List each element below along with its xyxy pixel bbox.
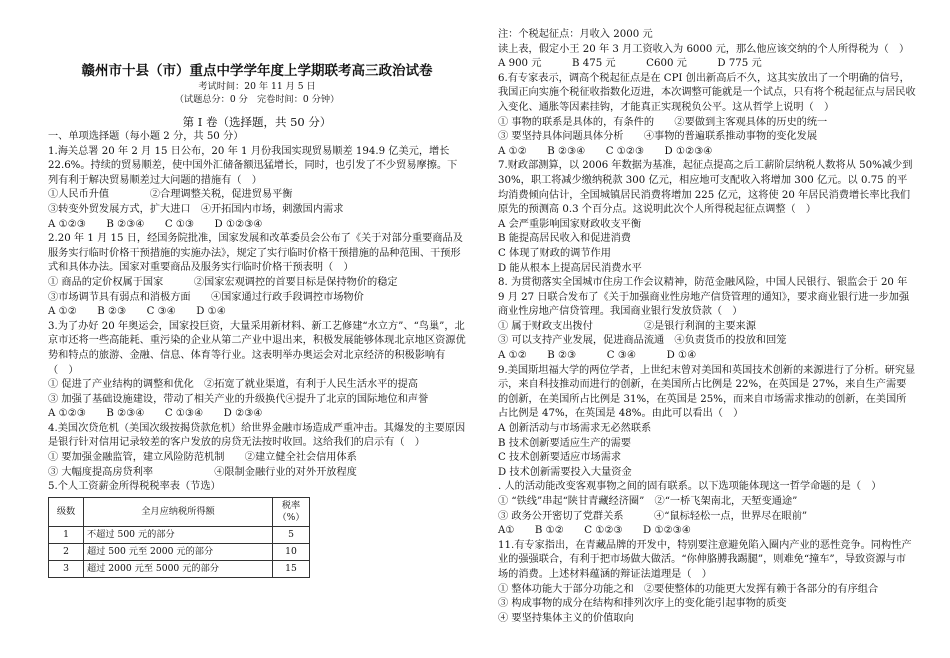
q9-stem: 9.美国斯坦福大学的两位学者，上世纪末曾对美国和英国技术创新的来源进行了分析。研究显示，来自科技推动而进行的创新，在美国所占比例是 22%，在英国是 27%，来自生产需要的创新，在美国所占比例是 31%，在英国是 25%，而来自市场需求推动的创新，在美国所占比例是 47%，在英国是 48%。由此可以看出（ ） bbox=[498, 364, 916, 420]
cell-rate: 15 bbox=[273, 560, 310, 577]
q5-note: 注：个税起征点：月收入 2000 元 bbox=[498, 29, 653, 40]
q11-option: ③ 构成事物的成分在结构和排列次序上的变化能引起事物的质变 bbox=[498, 598, 787, 610]
q11-option: ① 整体功能大于部分功能之和 ②要使整体的功能更大发挥有赖于各部分的有序组合 bbox=[498, 583, 879, 595]
exam-title: 赣州市十县（市）重点中学学年度上学期联考高三政治试卷 bbox=[81, 63, 433, 79]
q7-option-c: C 体现了财政的调节作用 bbox=[498, 247, 611, 259]
q1-option: ③转变外贸发展方式，扩大进口 ④开拓国内市场，刺激国内需求 bbox=[48, 203, 344, 215]
table-row bbox=[49, 543, 310, 560]
q8-option: ① 属于财政支出拨付 ②是银行利润的主要来源 bbox=[498, 320, 756, 332]
section-instruction: 一、单项选择题（每小题 2 分，共 50 分） bbox=[48, 131, 244, 142]
q10-option: ① “铁线”串起“陕甘青藏经济圈” ②“一桥飞架南北，天堑变通途” bbox=[498, 496, 798, 507]
q2-answers: A ①② B ②③ C ③④ D ①④ bbox=[48, 306, 226, 318]
q3-option: ① 促进了产业结构的调整和优化 ②拓宽了就业渠道，有利于人民生活水平的提高 bbox=[48, 379, 418, 391]
q7-option-d: D 能从根本上提高居民消费水平 bbox=[498, 262, 642, 274]
q6-option: ① 事物的联系是具体的，有条件的 ②要做到主客观具体的历史的统一 bbox=[498, 116, 828, 128]
table-row bbox=[49, 560, 310, 577]
q7-option-a: A 会严重影响国家财政收支平衡 bbox=[498, 218, 642, 230]
q11-stem: 11.有专家指出，在青藏品牌的开发中，特别要注意避免陷入圈内产业的恶性竞争。同构性产业的强强联合，有利于把市场做大做活。“你伸胳膊我踢腿”，则难免“撞车”，导致资源与市场的消费。上述材料蕴涵的辩证法道理是（ ） bbox=[498, 539, 912, 580]
q2-option: ① 商品的定价权属于国家 ②国家宏观调控的首要目标是保持物价的稳定 bbox=[48, 276, 398, 288]
q5-answers: A 900 元 B 475 元 C600 元 D 775 元 bbox=[498, 58, 762, 70]
q3-stem: 3.为了办好 20 年奥运会，国家投巨资，大量采用新材料、新工艺修建“水立方”、“鸟巢”，北京市还将一些高能耗、重污染的企业从第二产业中退出来，积极发展能够体现北京地区资源优势和特点的旅游、金融、信息、体育等行业。这表明举办奥运会对北京经济的积极影响有（ ） bbox=[48, 320, 466, 376]
right-column bbox=[498, 0, 916, 626]
q10-option: ③ 政务公开密切了党群关系 ④“鼠标轻松一点，世界尽在眼前” bbox=[498, 510, 808, 522]
q5-stem: 5.个人工资薪金所得税税率表（节选） bbox=[48, 481, 221, 493]
q7-option-b: B 能提高居民收入和促进消费 bbox=[498, 233, 631, 245]
q9-option-c: C 技术创新要适应市场需求 bbox=[498, 452, 622, 464]
q3-answers: A ①②③ B ②③④ C ①③④ D ②③④ bbox=[48, 408, 263, 420]
q4-option: ① 要加强金融监管，建立风险防范机制 ②建立健全社会信用体系 bbox=[48, 452, 357, 464]
q3-option: ③ 加强了基础设施建设，带动了相关产业的升级换代④提升了北京的国际地位和声誉 bbox=[48, 393, 429, 405]
header-level: 级数 bbox=[49, 497, 84, 526]
cell-level: 1 bbox=[49, 526, 84, 543]
table-header-row bbox=[49, 497, 310, 526]
q1-option: ①人民币升值 ②合理调整关税，促进贸易平衡 bbox=[48, 189, 293, 201]
score-time: （试题总分：0 分 完卷时间：0 分钟） bbox=[174, 94, 340, 105]
cell-level: 3 bbox=[49, 560, 84, 577]
cell-income: 超过 500 元至 2000 元的部分 bbox=[84, 543, 273, 560]
q10-stem: . 人的活动能改变客观事物之间的固有联系。以下选项能体现这一哲学命题的是（ ） bbox=[498, 481, 882, 493]
q1-answers: A ①②③ B ②③④ C ①③ D ①②③④ bbox=[48, 218, 263, 230]
q1-stem: 1.海关总署 20 年 2 月 15 日公布，20 年 1 月份我国实现贸易顺差 194.9 亿美元，增长 22.6%。持续的贸易顺差，使中国外汇储备额迅猛增长，同时，也引发了不少贸易摩擦。下列有利于解决贸易顺差过大问题的措施有（ ） bbox=[48, 145, 458, 186]
q9-option-a: A 创新活动与市场需求无必然联系 bbox=[498, 423, 652, 435]
left-column bbox=[48, 0, 466, 578]
cell-level: 2 bbox=[49, 543, 84, 560]
cell-income: 不超过 500 元的部分 bbox=[84, 526, 273, 543]
q4-option: ③ 大幅度提高房贷利率 ④限制金融行业的对外开放程度 bbox=[48, 466, 357, 478]
q9-option-d: D 技术创新需要投入大量资金 bbox=[498, 466, 632, 478]
q7-stem: 7.财政部测算，以 2006 年数据为基准，起征点提高之后工薪阶层纳税人数将从 50%减少到 30%，职工将减少缴纳税款 300 亿元，相应地可支配收入将增加 300 亿元。以 0.75 的平均消费倾向估计，全国城镇居民消费将增加 225 亿元，这将使 20 年居民消费增长率比我们原先的预测高 0.3 个百分点。这说明此次个人所得税起征点调整（ ） bbox=[498, 160, 913, 216]
tax-rate-table bbox=[48, 497, 310, 578]
exam-date: 考试时间：20 年 11 月 5 日 bbox=[198, 81, 316, 92]
q8-answers: A ①② B ②③ C ③④ D ①④ bbox=[498, 350, 697, 362]
q10-answers: A① B ①② C ①②③ D ①②③④ bbox=[498, 525, 691, 537]
header-rate: 税率（%） bbox=[273, 497, 310, 526]
section-heading: 第 I 卷（选择题，共 50 分） bbox=[182, 115, 332, 129]
q5-question: 读上表，假定小王 20 年 3 月工资收入为 6000 元，那么他应该交纳的个人所得税为（ ） bbox=[498, 43, 910, 55]
q2-option: ③市场调节具有弱点和消极方面 ④国家通过行政手段调控市场物价 bbox=[48, 291, 364, 303]
q11-option: ④ 要坚持集体主义的价值取向 bbox=[498, 612, 634, 624]
cell-rate: 10 bbox=[273, 543, 310, 560]
q6-answers: A ①② B ②③④ C ①②③ D ①②③④ bbox=[498, 145, 713, 157]
q4-stem: 4.美国次贷危机（美国次级按揭贷款危机）给世界金融市场造成严重冲击。其爆发的主要原因是银行针对信用记录较差的客户发放的房贷无法按时收回。这给我们的启示有（ ） bbox=[48, 422, 466, 449]
q9-option-b: B 技术创新要适应生产的需要 bbox=[498, 437, 631, 449]
table-row bbox=[49, 526, 310, 543]
cell-income: 超过 2000 元至 5000 元的部分 bbox=[84, 560, 273, 577]
header-income: 全月应纳税所得额 bbox=[84, 497, 273, 526]
q6-option: ③ 要坚持具体问题具体分析 ④事物的普遍联系推动事物的变化发展 bbox=[498, 131, 818, 143]
q6-stem: 6.有专家表示，调高个税起征点是在 CPI 创出新高后不久，这其实放出了一个明确的信号，我国正向实施个税征收指数化迈进，本次调整可能就是一个试点，只有将个税起征点与居民收入变化、通胀等因素挂钩，才能真正实现税负公平。这从哲学上说明（ ） bbox=[498, 72, 916, 113]
q8-option: ③ 可以支持产业发展，促进商品流通 ④负责货币的投放和回笼 bbox=[498, 335, 787, 347]
q8-stem: 8. 为贯彻落实全国城市住房工作会议精神，防范金融风险，中国人民银行、银监会于 20 年 9 月 27 日联合发布了《关于加强商业性房地产信贷管理的通知》，要求商业银行进一步加强商业性房地产信贷管理。我国商业银行发放贷款（ ） bbox=[498, 277, 910, 318]
q2-stem: 2.20 年 1 月 15 日，经国务院批准，国家发展和改革委员会公布了《关于对部分重要商品及服务实行临时价格干预措施的实施办法》，规定了实行临时价格干预措施的品种范围、干预形式和具体办法。国家对重要商品及服务实行临时价格干预表明（ ） bbox=[48, 233, 463, 274]
cell-rate: 5 bbox=[273, 526, 310, 543]
